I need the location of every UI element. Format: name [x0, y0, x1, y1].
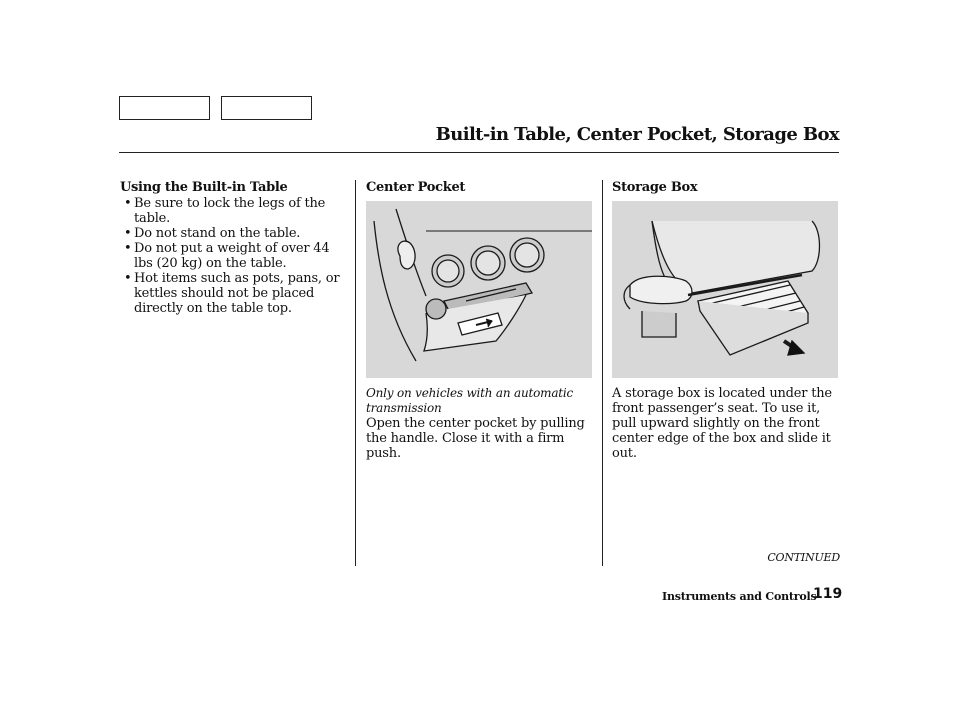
center-pocket-section [366, 180, 598, 461]
built-in-table-section [120, 180, 348, 316]
page-number: 119 [813, 586, 843, 602]
storage-box-body: A storage box is located under the front passenger’s seat. To use it, pull upward slightly on the front center edge of the box and slide it out. [612, 386, 832, 461]
page-title: Built-in Table, Center Pocket, Storage Box [435, 124, 839, 145]
column-divider-2 [602, 180, 603, 566]
center-pocket-body: Open the center pocket by pulling the handle. Close it with a firm push. [366, 416, 585, 461]
center-pocket-illustration [366, 201, 592, 378]
center-pocket-caption: Only on vehicles with an automatic transmission [366, 386, 574, 415]
bullet-item: • Do not put a weight of over 44 lbs (20 kg) on the table. [120, 241, 348, 271]
built-in-table-heading: Using the Built-in Table [120, 180, 288, 195]
footer-section-title: Instruments and Controls [662, 590, 817, 603]
built-in-table-bullets [120, 196, 348, 316]
bullet-item: • Hot items such as pots, pans, or kettles should not be placed directly on the table top. [120, 271, 348, 316]
nav-tab-previous[interactable] [119, 96, 210, 120]
continued-label: CONTINUED [767, 551, 840, 564]
storage-box-section [612, 180, 844, 461]
nav-tab-next[interactable] [221, 96, 312, 120]
storage-box-heading: Storage Box [612, 180, 698, 195]
bullet-item: • Be sure to lock the legs of the table. [120, 196, 348, 226]
center-pocket-heading: Center Pocket [366, 180, 466, 195]
column-divider-1 [355, 180, 356, 566]
bullet-item: • Do not stand on the table. [120, 226, 348, 241]
storage-box-illustration [612, 201, 838, 378]
title-divider [119, 152, 839, 153]
